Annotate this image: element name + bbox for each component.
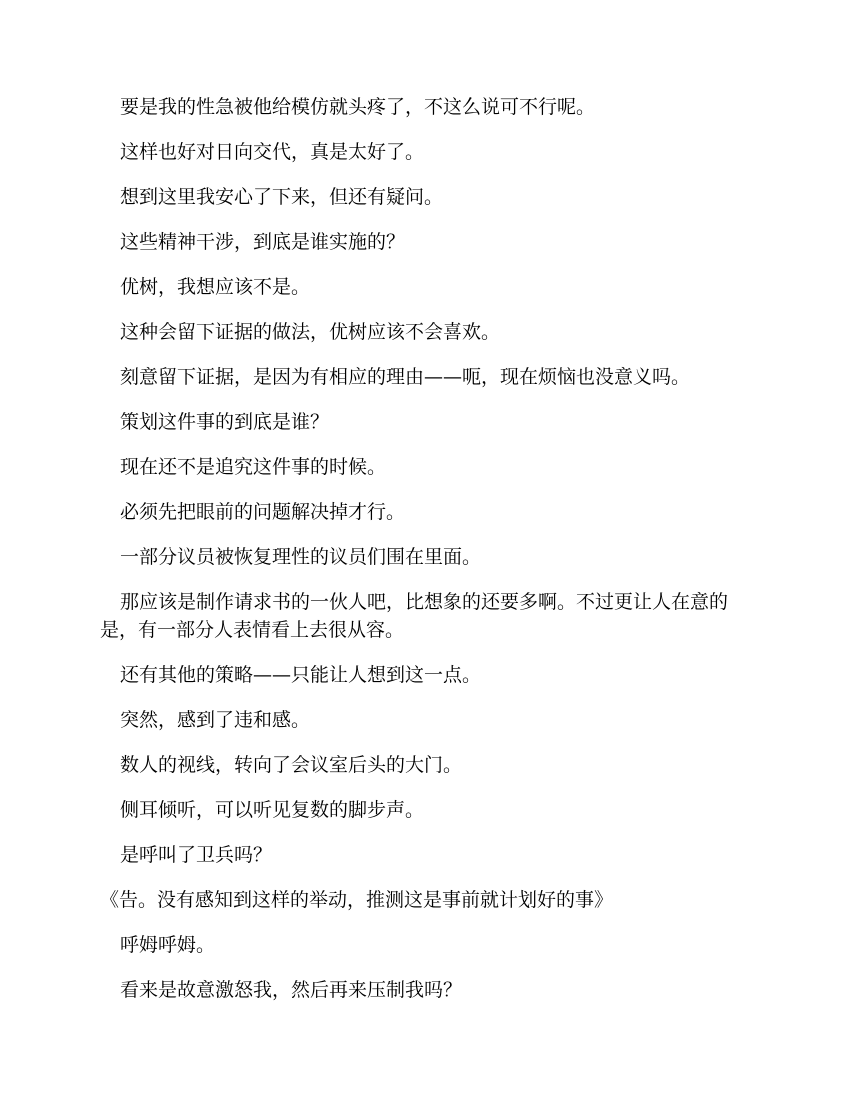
paragraph: 看来是故意激怒我，然后再来压制我吗？ — [120, 979, 463, 1001]
paragraph: 必须先把眼前的问题解决掉才行。 — [120, 501, 406, 523]
paragraph: 侧耳倾听，可以听见复数的脚步声。 — [120, 799, 425, 821]
paragraph: 这种会留下证据的做法，优树应该不会喜欢。 — [120, 321, 501, 343]
paragraph: 刻意留下证据，是因为有相应的理由——呃，现在烦恼也没意义吗。 — [120, 366, 691, 388]
paragraph: 这些精神干涉，到底是谁实施的？ — [120, 231, 406, 253]
document-body — [100, 93, 750, 1021]
paragraph: 还有其他的策略——只能让人想到这一点。 — [120, 664, 482, 686]
paragraph: 策划这件事的到底是谁？ — [120, 411, 330, 433]
paragraph: 一部分议员被恢复理性的议员们围在里面。 — [120, 546, 482, 568]
paragraph: 这样也好对日向交代，真是太好了。 — [120, 141, 425, 163]
paragraph: 是呼叫了卫兵吗？ — [120, 844, 273, 866]
paragraph: 现在还不是追究这件事的时候。 — [120, 456, 387, 478]
paragraph: 突然，感到了违和感。 — [120, 709, 311, 731]
paragraph: 呼姆呼姆。 — [120, 934, 216, 956]
paragraph: 那应该是制作请求书的一伙人吧，比想象的还要多啊。不过更让人在意的是，有一部分人表情看上去很从容。 — [100, 591, 729, 641]
paragraph: 想到这里我安心了下来，但还有疑问。 — [120, 186, 444, 208]
paragraph: 要是我的性急被他给模仿就头疼了，不这么说可不行呢。 — [120, 96, 596, 118]
paragraph: 优树，我想应该不是。 — [120, 276, 311, 298]
paragraph-quote: 《告。没有感知到这样的举动，推测这是事前就计划好的事》 — [100, 889, 614, 911]
paragraph: 数人的视线，转向了会议室后头的大门。 — [120, 754, 463, 776]
